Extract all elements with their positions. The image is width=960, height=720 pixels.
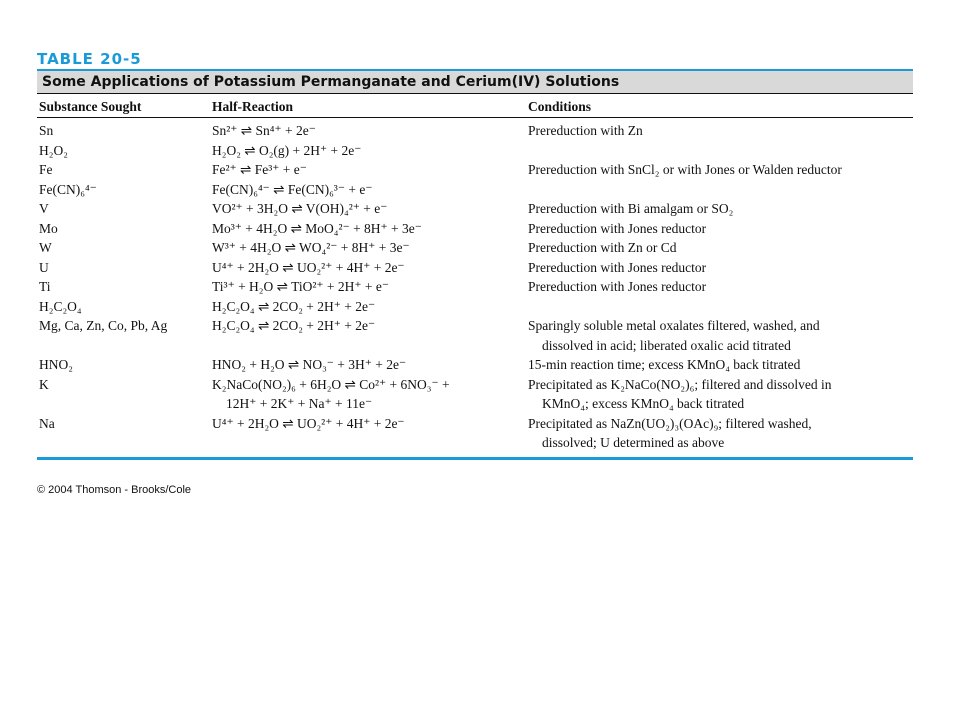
cell-substance: Mo (39, 220, 58, 236)
column-header-half-reaction: Half-Reaction (210, 94, 526, 118)
cell-conditions: Prereduction with Zn (528, 123, 643, 138)
table-container (37, 50, 913, 460)
cell-substance: K (39, 376, 49, 392)
cell-reaction: Fe(CN)₆⁴⁻ ⇌ Fe(CN)₆³⁻ + e⁻ (212, 181, 373, 197)
conditions-line-2: dissolved in acid; liberated oxalic acid titrated (542, 337, 791, 353)
cell-substance: Ti (39, 279, 51, 294)
cell-reaction (210, 375, 526, 414)
table-title: Some Applications of Potassium Permanganate and Cerium(IV) Solutions (37, 69, 913, 93)
cell-reaction: H₂C₂O₄ ⇌ 2CO₂ + 2H⁺ + 2e⁻ (212, 298, 376, 314)
table-row (37, 297, 913, 317)
cell-substance: H₂O₂ (39, 142, 68, 158)
cell-reaction: H₂O₂ ⇌ O₂(g) + 2H⁺ + 2e⁻ (212, 142, 362, 158)
data-table (37, 93, 913, 457)
conditions-line-2: dissolved; U determined as above (542, 435, 725, 450)
cell-reaction: W³⁺ + 4H₂O ⇌ WO₄²⁻ + 8H⁺ + 3e⁻ (212, 240, 410, 255)
cell-conditions: Prereduction with SnCl₂ or with Jones or Walden reductor (528, 162, 842, 177)
cell-conditions (526, 414, 913, 457)
cell-substance: V (39, 201, 49, 216)
cell-conditions: Prereduction with Jones reductor (528, 259, 707, 275)
cell-conditions: Prereduction with Zn or Cd (528, 240, 677, 255)
table-row (37, 219, 913, 239)
cell-substance: W (39, 240, 52, 255)
column-header-substance: Substance Sought (37, 94, 210, 118)
table-row (37, 118, 913, 141)
table-row (37, 414, 913, 457)
conditions-line-1: Precipitated as NaZn(UO₂)₃(OAc)₉; filtered washed, (528, 415, 812, 431)
conditions-line-1: Precipitated as K₂NaCo(NO₂)₆; filtered and dissolved in (528, 376, 832, 392)
cell-substance: Sn (39, 123, 54, 138)
table-row (37, 180, 913, 200)
cell-substance: H₂C₂O₄ (39, 298, 82, 314)
cell-substance: U (39, 259, 49, 275)
table-row (37, 160, 913, 180)
column-header-conditions: Conditions (526, 94, 913, 118)
cell-substance: Fe(CN)₆⁴⁻ (39, 181, 97, 197)
table-row (37, 141, 913, 161)
table-row (37, 277, 913, 297)
cell-reaction: H₂C₂O₄ ⇌ 2CO₂ + 2H⁺ + 2e⁻ (212, 318, 376, 333)
table-row (37, 199, 913, 219)
cell-substance: Fe (39, 162, 53, 177)
cell-conditions (526, 316, 913, 355)
cell-conditions: Prereduction with Bi amalgam or SO₂ (528, 201, 734, 216)
cell-reaction: U⁴⁺ + 2H₂O ⇌ UO₂²⁺ + 4H⁺ + 2e⁻ (212, 415, 405, 431)
table-row (37, 355, 913, 375)
table-row (37, 375, 913, 414)
cell-conditions (526, 180, 913, 200)
cell-conditions: Prereduction with Jones reductor (528, 220, 707, 236)
cell-conditions (526, 297, 913, 317)
cell-conditions (526, 375, 913, 414)
cell-conditions: 15-min reaction time; excess KMnO₄ back titrated (528, 357, 801, 372)
reaction-line-1: K₂NaCo(NO₂)₆ + 6H₂O ⇌ Co²⁺ + 6NO₃⁻ + (212, 376, 450, 392)
copyright-notice: © 2004 Thomson - Brooks/Cole (37, 484, 192, 496)
cell-reaction: Ti³⁺ + H₂O ⇌ TiO²⁺ + 2H⁺ + e⁻ (212, 279, 389, 294)
cell-conditions: Prereduction with Jones reductor (528, 279, 707, 294)
reaction-line-2: 12H⁺ + 2K⁺ + Na⁺ + 11e⁻ (226, 396, 373, 411)
table-label: TABLE 20-5 (37, 50, 142, 68)
header-row (37, 94, 913, 118)
cell-reaction: Sn²⁺ ⇌ Sn⁴⁺ + 2e⁻ (212, 123, 316, 138)
cell-substance: Mg, Ca, Zn, Co, Pb, Ag (39, 318, 168, 333)
cell-reaction: Fe²⁺ ⇌ Fe³⁺ + e⁻ (212, 162, 307, 177)
bottom-rule (37, 457, 913, 460)
cell-reaction: U⁴⁺ + 2H₂O ⇌ UO₂²⁺ + 4H⁺ + 2e⁻ (212, 259, 405, 275)
table-row (37, 258, 913, 278)
conditions-line-2: KMnO₄; excess KMnO₄ back titrated (542, 396, 745, 411)
cell-reaction: Mo³⁺ + 4H₂O ⇌ MoO₄²⁻ + 8H⁺ + 3e⁻ (212, 220, 422, 236)
cell-reaction: HNO₂ + H₂O ⇌ NO₃⁻ + 3H⁺ + 2e⁻ (212, 357, 407, 372)
cell-substance: HNO₂ (39, 357, 73, 372)
cell-conditions (526, 141, 913, 161)
cell-substance: Na (39, 415, 55, 431)
conditions-line-1: Sparingly soluble metal oxalates filtered, washed, and (528, 318, 820, 333)
cell-reaction: VO²⁺ + 3H₂O ⇌ V(OH)₄²⁺ + e⁻ (212, 201, 388, 216)
table-row (37, 316, 913, 355)
table-row (37, 238, 913, 258)
